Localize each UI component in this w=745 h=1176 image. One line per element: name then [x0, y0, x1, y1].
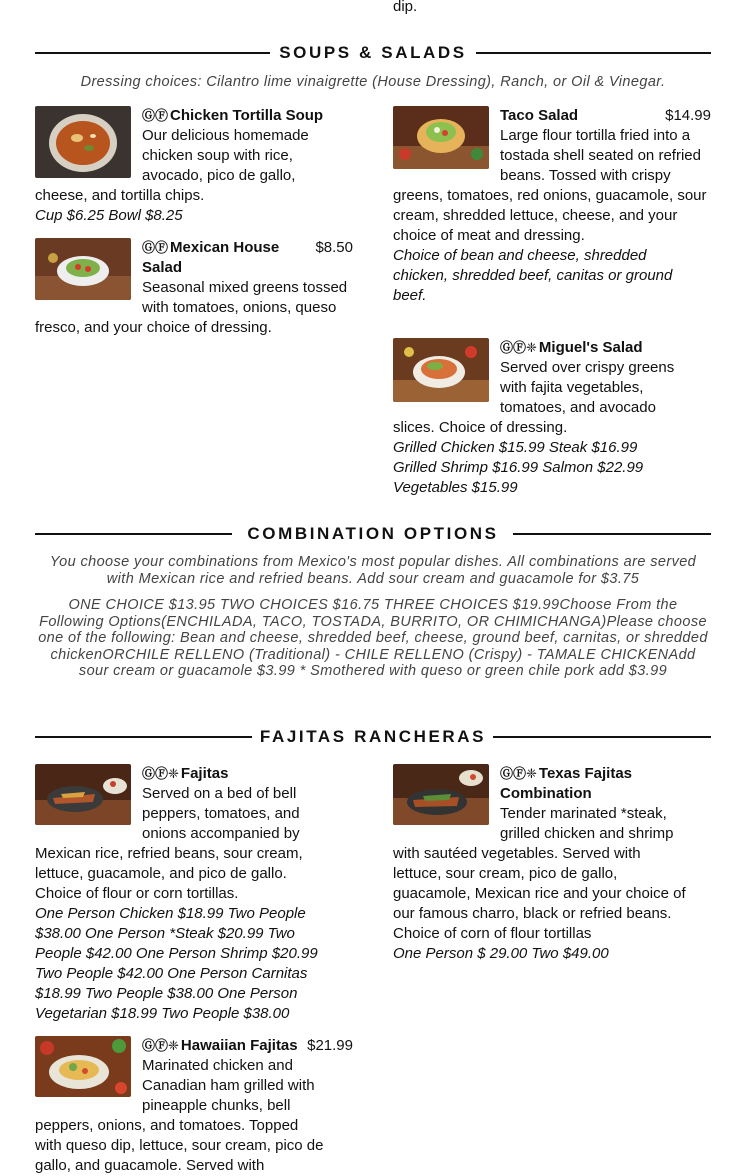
dressing-note: Dressing choices: Cilantro lime vinaigrette (House Dressing), Ranch, or Oil & Vinegar. — [80, 74, 666, 90]
combination-details: ONE CHOICE $13.95 TWO CHOICES $16.75 THREE CHOICES $19.99Choose From the Following Options(ENCHILADA, TACO, TOSTADA, BURRITO, OR CHIMICHANGA)Please choose one of the following: Bean and cheese, shredded beef, cheese, ground beef, carnitas, or shredded chickenORCHILE RELLENO (Traditional) - CHILE RELLENO (Crispy) - TAMALE CHICKENAdd sour cream or guacamole $3.99 * Smothered with queso or green chile pork add $3.99 — [38, 597, 708, 679]
gluten-free-icon: ⒼⒻ — [142, 240, 169, 255]
item-prices: Choice of bean and cheese, shredded chicken, shredded beef, canitas or ground beef. — [393, 247, 673, 304]
item-name: Fajitas — [180, 765, 229, 782]
section-header-combination-options — [35, 522, 711, 546]
item-prices: One Person $ 29.00 Two $49.00 — [393, 945, 609, 962]
item-description: Served over crispy greens with fajita vegetables, tomatoes, and avocado slices. Choice of dressing. — [393, 359, 675, 436]
section-header-soups-salads — [35, 41, 711, 65]
menu-item-fajitas — [35, 764, 335, 1024]
hawaiian-fajitas-photo — [35, 1036, 131, 1097]
item-name: Hawaiian Fajitas — [180, 1037, 298, 1054]
item-name: Miguel's Salad — [538, 339, 643, 356]
item-description: Large flour tortilla fried into a tostada shell seated on refried beans. Tossed with crispy greens, tomatoes, red onions, guacamole, sour cream, shredded lettuce, cheese, and your choice of meat and dressing. — [393, 127, 707, 244]
item-description: Seasonal mixed greens tossed with tomatoes, onions, queso fresco, and your choice of dressing. — [35, 279, 348, 336]
menu-item-chicken-tortilla-soup — [35, 106, 325, 226]
menu-item-taco-salad — [393, 106, 711, 306]
menu-item-mexican-house-salad — [35, 238, 353, 338]
menu-item-miguels-salad — [393, 338, 683, 498]
item-price: $14.99 — [665, 107, 711, 124]
section-title: COMBINATION OPTIONS — [247, 524, 499, 543]
fajitas-photo — [35, 764, 131, 825]
miguels-salad-photo — [393, 338, 489, 402]
gluten-free-spice-icon: ⒼⒻ❈ — [500, 766, 537, 781]
item-name: Chicken Tortilla Soup — [170, 107, 324, 124]
item-name: Taco Salad — [500, 107, 579, 124]
menu-item-hawaiian-fajitas — [35, 1036, 353, 1176]
item-description: Served on a bed of bell peppers, tomatoes, and onions accompanied by Mexican rice, refried beans, sour cream, lettuce, guacamole, and pico de gallo. Choice of flour or corn tortillas. — [35, 785, 303, 902]
item-prices: Grilled Chicken $15.99 Steak $16.99 Grilled Shrimp $16.99 Salmon $22.99 Vegetables $15.99 — [393, 439, 644, 496]
combination-intro: You choose your combinations from Mexico's most popular dishes. All combinations are served with Mexican rice and refried beans. Add sour cream and guacamole for $3.75 — [49, 554, 697, 587]
item-name: Texas Fajitas Combination — [500, 765, 633, 802]
menu-item-texas-fajitas-combination — [393, 764, 689, 964]
previous-item-fragment: dip. — [393, 0, 418, 15]
texas-fajitas-photo — [393, 764, 489, 825]
item-prices: Cup $6.25 Bowl $8.25 — [35, 207, 183, 224]
gluten-free-spice-icon: ⒼⒻ❈ — [142, 766, 179, 781]
item-price: $21.99 — [307, 1037, 353, 1054]
mexican-house-salad-photo — [35, 238, 131, 300]
item-price: $8.50 — [315, 239, 353, 256]
section-title: FAJITAS RANCHERAS — [259, 727, 487, 746]
item-description: Marinated chicken and Canadian ham grilled with pineapple chunks, bell peppers, onions, and tomatoes. Topped with queso dip, lettuce, sour cream, pico de gallo, and guacamole. Served with — [35, 1057, 324, 1174]
taco-salad-photo — [393, 106, 489, 169]
item-description: Tender marinated *steak, grilled chicken and shrimp with sautéed vegetables. Served with lettuce, sour cream, pico de gallo, guacamole, Mexican rice and your choice of our famous charro, black or refried beans. Choice of corn of flour tortillas — [393, 805, 686, 942]
item-name: Mexican House Salad — [142, 239, 280, 276]
item-prices: One Person Chicken $18.99 Two People $38.00 One Person *Steak $20.99 Two People $42.00 One Person Shrimp $20.99 Two People $42.00 One Person Carnitas $18.99 Two People $38.00 One Person Vegetarian $18.99 Two People $38.00 — [35, 905, 318, 1022]
gluten-free-spice-icon: ⒼⒻ❈ — [142, 1038, 179, 1053]
section-title: SOUPS & SALADS — [279, 43, 467, 62]
section-header-fajitas-rancheras — [35, 725, 711, 749]
gluten-free-spice-icon: ⒼⒻ❈ — [500, 340, 537, 355]
gluten-free-icon: ⒼⒻ — [142, 108, 169, 123]
item-description: Our delicious homemade chicken soup with rice, avocado, pico de gallo, cheese, and tortilla chips. — [35, 127, 309, 204]
chicken-tortilla-soup-photo — [35, 106, 131, 178]
